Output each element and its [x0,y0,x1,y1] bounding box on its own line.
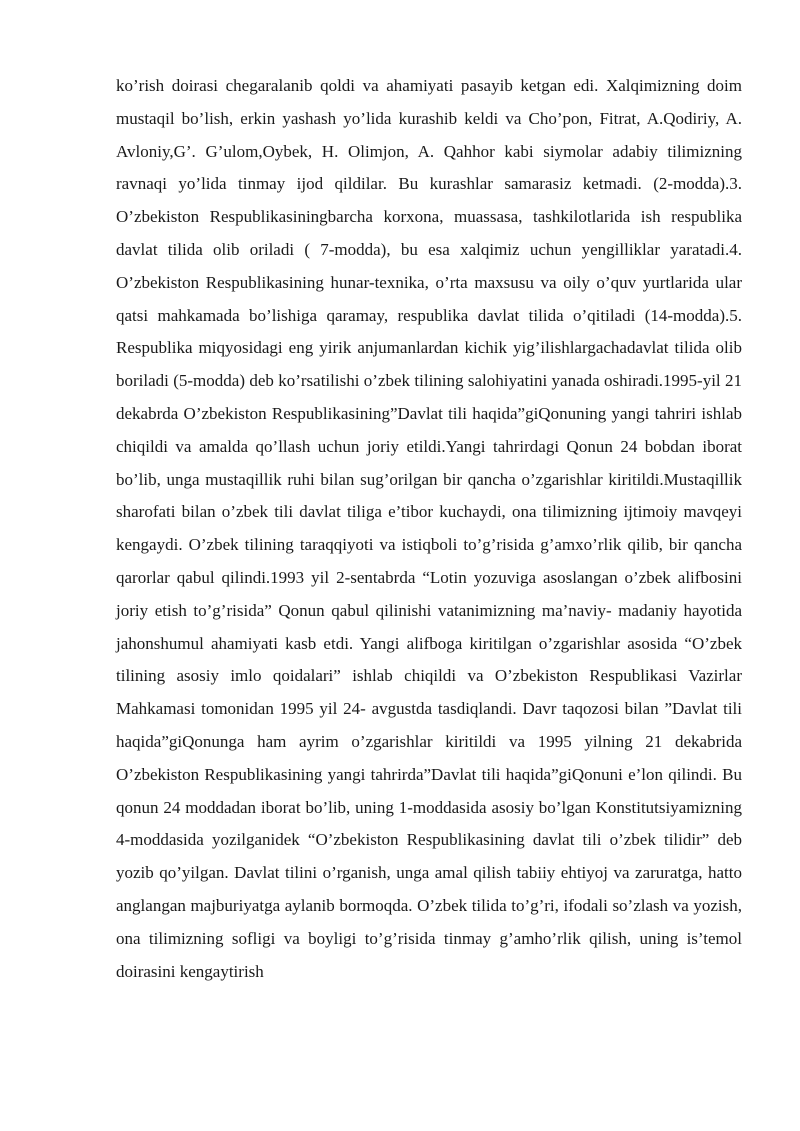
body-paragraph: ko’rish doirasi chegaralanib qoldi va ahamiyati pasayib ketgan edi. Xalqimizning doim mustaqil bo’lish, erkin yashash yo’lida kurashib keldi va Cho’pon, Fitrat, A.Qodiriy, A. Avloniy,G’. G’ulom,Oybek, H. Olimjon, A. Qahhor kabi siymolar adabiy tilimizning ravnaqi yo’lida tinmay ijod qildilar. Bu kurashlar samarasiz ketmadi. (2-modda).3. O’zbekiston Respublikasiningbarcha korxona, muassasa, tashkilotlarida ish respublika davlat tilida olib oriladi ( 7-modda), bu esa xalqimiz uchun yengilliklar yaratadi.4. O’zbekiston Respublikasining hunar-texnika, o’rta maxsusu va oily o’quv yurtlarida ular qatsi mahkamada bo’lishiga qaramay, respublika davlat tilida o’qitiladi (14-modda).5. Respublika miqyosidagi eng yirik anjumanlardan kichik yig’ilishlargachadavlat tilida olib boriladi (5-modda) deb ko’rsatilishi o’zbek tilining salohiyatini yanada oshiradi.1995-yil 21 dekabrda O’zbekiston Respublikasining”Davlat tili haqida”giQonuning yangi tahriri ishlab chiqildi va amalda qo’llash uchun joriy etildi.Yangi tahrirdagi Qonun 24 bobdan iborat bo’lib, unga mustaqillik ruhi bilan sug’orilgan bir qancha o’zgarishlar kiritildi.Mustaqillik sharofati bilan o’zbek tili davlat tiliga e’tibor kuchaydi, ona tilimizning ijtimoiy mavqeyi kengaydi. O’zbek tilining taraqqiyoti va istiqboli to’g’risida g’amxo’rlik qilib, bir qancha qarorlar qabul qilindi.1993 yil 2-sentabrda “Lotin yozuviga asoslangan o’zbek alifbosini joriy etish to’g’risida” Qonun qabul qilinishi vatanimizning ma’naviy- madaniy hayotida jahonshumul ahamiyati kasb etdi. Yangi alifboga kiritilgan o’zgarishlar asosida “O’zbek tilining asosiy imlo qoidalari” ishlab chiqildi va O’zbekiston Respublikasi Vazirlar Mahkamasi tomonidan 1995 yil 24- avgustda tasdiqlandi. Davr taqozosi bilan ”Davlat tili haqida”giQonunga ham ayrim o’zgarishlar kiritildi va 1995 yilning 21 dekabrida O’zbekiston Respublikasining yangi tahrirda”Davlat tili haqida”giQonuni e’lon qilindi. Bu qonun 24 moddadan iborat bo’lib, uning 1-moddasida asosiy bo’lgan Konstitutsiyamizning 4-moddasida yozilganidek “O’zbekiston Respublikasining davlat tili o’zbek tilidir” deb yozib qo’yilgan. Davlat tilini o’rganish, unga amal qilish tabiiy ehtiyoj va zaruratga, hatto anglangan majburiyatga aylanib bormoqda. O’zbek tilida to’g’ri, ifodali so’zlash va yozish, ona tilimizning sofligi va boyligi to’g’risida tinmay g’amho’rlik qilish, uning is’temol doirasini kengaytirish [116,76,742,981]
